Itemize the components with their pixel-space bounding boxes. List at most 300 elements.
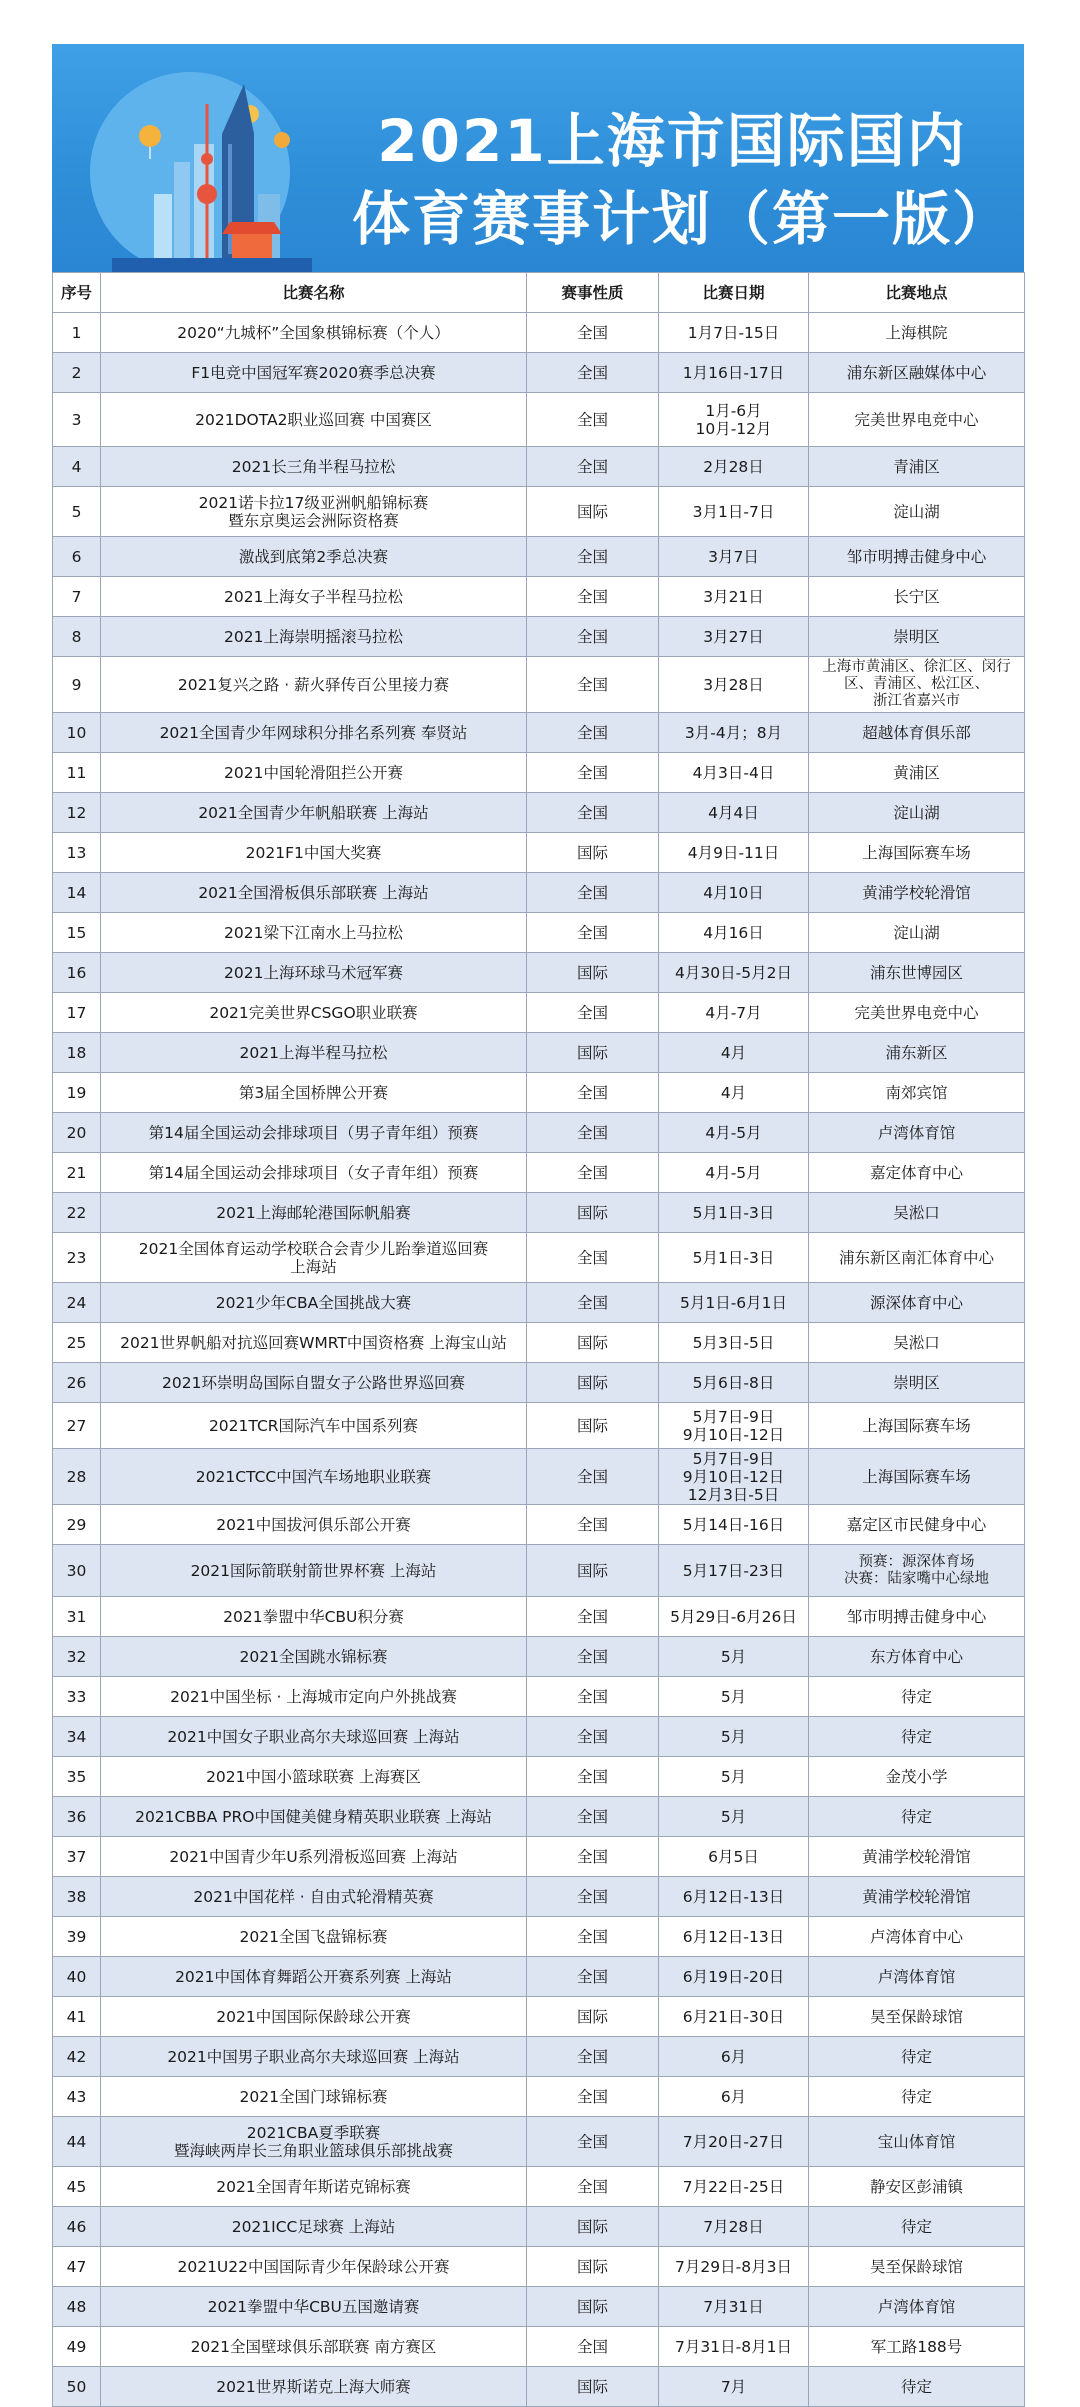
- cell-date-line: 6月21日-30日: [682, 2007, 785, 2026]
- cell-venue-line: 上海国际赛车场: [862, 1416, 971, 1435]
- cell-event-type: 全国: [527, 713, 659, 753]
- cell-date: [659, 1797, 809, 1837]
- cell-number: 16: [53, 953, 101, 993]
- title-line-1: 2021上海市国际国内: [377, 107, 967, 175]
- cell-date: [659, 913, 809, 953]
- cell-date: [659, 657, 809, 713]
- cell-event-name: [101, 2327, 527, 2367]
- table-row: [53, 1193, 1025, 1233]
- cell-event-name: [101, 1283, 527, 1323]
- cell-venue-line: 昊至保龄球馆: [869, 2257, 963, 2276]
- cell-date-line: 5月29日-6月26日: [670, 1607, 797, 1626]
- cell-date-line: 4月9日-11日: [687, 843, 780, 862]
- table-row: [53, 2207, 1025, 2247]
- cell-venue-line: 崇明区: [893, 627, 940, 646]
- cell-date-line: 4月30日-5月2日: [675, 963, 792, 982]
- cell-venue: [809, 793, 1025, 833]
- cell-venue-line: 决赛：陆家嘴中心绿地: [844, 1570, 989, 1587]
- cell-date-line: 4月16日: [703, 923, 764, 942]
- cell-date-line: 1月-6月: [705, 401, 762, 420]
- cell-date-line: 3月21日: [703, 587, 764, 606]
- table-row: [53, 2077, 1025, 2117]
- cell-event-name: [101, 1403, 527, 1449]
- cell-event-name-line: 2021中国坐标 · 上海城市定向户外挑战赛: [170, 1687, 457, 1706]
- cell-date-line: 6月12日-13日: [682, 1887, 785, 1906]
- cell-event-name: [101, 913, 527, 953]
- events-table-container: [52, 272, 1024, 2407]
- events-table: [52, 272, 1025, 2407]
- cell-number: 44: [53, 2117, 101, 2167]
- cell-date: [659, 1449, 809, 1505]
- cell-event-name-line: 2021上海环球马术冠军赛: [224, 963, 403, 982]
- cell-date-line: 6月12日-13日: [682, 1927, 785, 1946]
- cell-date: [659, 1193, 809, 1233]
- cell-date: [659, 1283, 809, 1323]
- city-skyline-illustration: [82, 44, 322, 272]
- cell-venue-line: 黄浦区: [893, 763, 940, 782]
- table-row: [53, 2037, 1025, 2077]
- table-row: [53, 393, 1025, 447]
- cell-event-name: [101, 1363, 527, 1403]
- cell-venue-line: 浦东世博园区: [869, 963, 963, 982]
- cell-number: 12: [53, 793, 101, 833]
- cell-number: 42: [53, 2037, 101, 2077]
- cell-number: 22: [53, 1193, 101, 1233]
- cell-venue-line: 东方体育中心: [869, 1647, 963, 1666]
- cell-date: [659, 2117, 809, 2167]
- cell-event-type: 国际: [527, 1997, 659, 2037]
- cell-date: [659, 2037, 809, 2077]
- cell-number: 35: [53, 1757, 101, 1797]
- cell-date: [659, 1917, 809, 1957]
- cell-event-name-line: 2021完美世界CSGO职业联赛: [209, 1003, 418, 1022]
- cell-number: 15: [53, 913, 101, 953]
- cell-event-name: [101, 2037, 527, 2077]
- cell-venue-line: 上海棋院: [885, 323, 948, 342]
- cell-event-name-line: 2021拳盟中华CBU五国邀请赛: [207, 2297, 420, 2316]
- cell-venue-line: 预赛：源深体育场: [858, 1553, 975, 1570]
- cell-date-line: 7月28日: [703, 2217, 764, 2236]
- cell-date-line: 7月29日-8月3日: [675, 2257, 792, 2276]
- cell-event-name: [101, 2117, 527, 2167]
- table-row: [53, 1797, 1025, 1837]
- cell-venue: [809, 2117, 1025, 2167]
- cell-event-name: [101, 753, 527, 793]
- cell-venue: [809, 2167, 1025, 2207]
- cell-venue: [809, 993, 1025, 1033]
- cell-date-line: 5月1日-6月1日: [679, 1293, 788, 1312]
- cell-date: [659, 2207, 809, 2247]
- cell-date: [659, 1363, 809, 1403]
- cell-venue-line: 长宁区: [893, 587, 940, 606]
- cell-event-type: 全国: [527, 1283, 659, 1323]
- cell-venue-line: 待定: [900, 1807, 932, 1826]
- cell-venue: [809, 1153, 1025, 1193]
- cell-event-type: 国际: [527, 2287, 659, 2327]
- cell-venue: [809, 1797, 1025, 1837]
- cell-event-type: 全国: [527, 537, 659, 577]
- cell-event-name-line: 2021中国小篮球联赛 上海赛区: [206, 1767, 421, 1786]
- cell-event-name-line: 2020“九城杯”全国象棋锦标赛（个人）: [177, 323, 450, 342]
- cell-number: 20: [53, 1113, 101, 1153]
- cell-date: [659, 1677, 809, 1717]
- cell-event-name-line: 2021中国轮滑阻拦公开赛: [224, 763, 403, 782]
- cell-date: [659, 1505, 809, 1545]
- cell-event-name: [101, 487, 527, 537]
- cell-venue: [809, 1283, 1025, 1323]
- cell-date: [659, 2077, 809, 2117]
- cell-venue-line: 卢湾体育中心: [869, 1927, 963, 1946]
- cell-event-type: 国际: [527, 2367, 659, 2407]
- cell-venue-line: 浦东新区融媒体中心: [846, 363, 987, 382]
- cell-event-name-line: 2021上海邮轮港国际帆船赛: [216, 1203, 411, 1222]
- cell-event-name-line: 2021世界斯诺克上海大师赛: [216, 2377, 411, 2396]
- cell-event-type: 全国: [527, 1637, 659, 1677]
- cell-date-line: 7月31日-8月1日: [675, 2337, 792, 2356]
- cell-venue-line: 淀山湖: [893, 923, 940, 942]
- cell-event-name: [101, 1545, 527, 1597]
- cell-event-name-line: F1电竞中国冠军赛2020赛季总决赛: [191, 363, 436, 382]
- cell-number: 29: [53, 1505, 101, 1545]
- cell-event-type: 全国: [527, 2167, 659, 2207]
- cell-date: [659, 1957, 809, 1997]
- cell-date: [659, 487, 809, 537]
- cell-number: 25: [53, 1323, 101, 1363]
- cell-event-name-line: 2021中国青少年U系列滑板巡回赛 上海站: [169, 1847, 458, 1866]
- cell-event-name: [101, 1597, 527, 1637]
- cell-date-line: 1月7日-15日: [687, 323, 780, 342]
- cell-number: 45: [53, 2167, 101, 2207]
- column-header-event-type: 赛事性质: [527, 273, 659, 313]
- cell-event-type: 全国: [527, 2077, 659, 2117]
- table-row: [53, 1637, 1025, 1677]
- cell-venue-line: 浦东新区: [885, 1043, 948, 1062]
- table-row: [53, 1717, 1025, 1757]
- cell-venue-line: 上海国际赛车场: [862, 843, 971, 862]
- cell-venue: [809, 577, 1025, 617]
- cell-event-name: [101, 1033, 527, 1073]
- table-row: [53, 793, 1025, 833]
- cell-event-type: 全国: [527, 1837, 659, 1877]
- cell-venue: [809, 617, 1025, 657]
- table-row: [53, 617, 1025, 657]
- cell-number: 7: [53, 577, 101, 617]
- cell-date-line: 5月3日-5日: [692, 1333, 775, 1352]
- cell-event-name-line: 2021梁下江南水上马拉松: [224, 923, 403, 942]
- cell-date: [659, 1323, 809, 1363]
- cell-venue-line: 邹市明搏击健身中心: [846, 1607, 987, 1626]
- cell-date: [659, 1233, 809, 1283]
- cell-venue: [809, 1677, 1025, 1717]
- cell-event-name-line: 激战到底第2季总决赛: [238, 547, 389, 566]
- cell-date: [659, 617, 809, 657]
- cell-venue-line: 邹市明搏击健身中心: [846, 547, 987, 566]
- cell-number: 18: [53, 1033, 101, 1073]
- cell-number: 3: [53, 393, 101, 447]
- cell-venue: [809, 2207, 1025, 2247]
- table-body: [53, 313, 1025, 2407]
- cell-number: 19: [53, 1073, 101, 1113]
- cell-event-name: [101, 1323, 527, 1363]
- table-row: [53, 1545, 1025, 1597]
- cell-venue-line: 超越体育俱乐部: [862, 723, 971, 742]
- cell-venue: [809, 1233, 1025, 1283]
- table-row: [53, 2117, 1025, 2167]
- cell-event-type: 全国: [527, 2327, 659, 2367]
- cell-venue: [809, 833, 1025, 873]
- cell-event-name: [101, 1505, 527, 1545]
- cell-event-name-line: 2021CBBA PRO中国健美健身精英职业联赛 上海站: [135, 1807, 492, 1826]
- cell-venue: [809, 1757, 1025, 1797]
- cell-event-name: [101, 447, 527, 487]
- cell-event-name: [101, 1757, 527, 1797]
- cell-venue-line: 浙江省嘉兴市: [873, 693, 960, 709]
- cell-venue-line: 待定: [900, 2087, 932, 2106]
- cell-event-type: 全国: [527, 793, 659, 833]
- cell-date: [659, 537, 809, 577]
- cell-date: [659, 1637, 809, 1677]
- cell-date-line: 9月10日-12日: [682, 1467, 785, 1486]
- cell-event-name: [101, 2287, 527, 2327]
- cell-date: [659, 313, 809, 353]
- cell-event-name-line: 2021世界帆船对抗巡回赛WMRT中国资格赛 上海宝山站: [120, 1333, 507, 1352]
- cell-date-line: 1月16日-17日: [682, 363, 785, 382]
- cell-number: 31: [53, 1597, 101, 1637]
- cell-event-name: [101, 1073, 527, 1113]
- cell-event-name-line: 2021全国滑板俱乐部联赛 上海站: [198, 883, 429, 902]
- cell-date-line: 5月1日-3日: [692, 1203, 775, 1222]
- cell-event-name-line: 2021全国跳水锦标赛: [239, 1647, 388, 1666]
- cell-number: 46: [53, 2207, 101, 2247]
- cell-event-type: 国际: [527, 1033, 659, 1073]
- cell-venue: [809, 1033, 1025, 1073]
- cell-date-line: 5月1日-3日: [692, 1248, 775, 1267]
- cell-event-name: [101, 993, 527, 1033]
- cell-date: [659, 1545, 809, 1597]
- cell-event-name-line: 第14届全国运动会排球项目（男子青年组）预赛: [148, 1123, 479, 1142]
- cell-venue: [809, 2247, 1025, 2287]
- table-row: [53, 313, 1025, 353]
- cell-venue-line: 待定: [900, 1727, 932, 1746]
- cell-event-type: 全国: [527, 353, 659, 393]
- cell-event-name-line: 2021少年CBA全国挑战大赛: [215, 1293, 412, 1312]
- cell-event-type: 全国: [527, 2117, 659, 2167]
- cell-venue: [809, 2287, 1025, 2327]
- column-header-date: 比赛日期: [659, 273, 809, 313]
- cell-venue-line: 黄浦学校轮滑馆: [862, 1887, 971, 1906]
- cell-venue: [809, 913, 1025, 953]
- cell-event-name: [101, 1917, 527, 1957]
- cell-venue: [809, 753, 1025, 793]
- cell-event-name-line: 暨东京奥运会洲际资格赛: [228, 511, 399, 530]
- cell-venue-line: 吴淞口: [893, 1333, 940, 1352]
- cell-number: 37: [53, 1837, 101, 1877]
- cell-event-name: [101, 1997, 527, 2037]
- cell-event-name-line: 2021CTCC中国汽车场地职业联赛: [195, 1467, 432, 1486]
- cell-venue: [809, 1997, 1025, 2037]
- cell-event-name-line: 第14届全国运动会排球项目（女子青年组）预赛: [148, 1163, 479, 1182]
- table-row: [53, 953, 1025, 993]
- table-row: [53, 1233, 1025, 1283]
- cell-date-line: 5月: [720, 1687, 747, 1706]
- cell-date: [659, 2287, 809, 2327]
- cell-event-name-line: 2021全国青少年帆船联赛 上海站: [198, 803, 429, 822]
- cell-event-type: 全国: [527, 1233, 659, 1283]
- table-row: [53, 1917, 1025, 1957]
- cell-venue: [809, 953, 1025, 993]
- cell-venue-line: 青浦区: [893, 457, 940, 476]
- cell-venue-line: 卢湾体育馆: [877, 2297, 956, 2316]
- cell-date-line: 5月: [720, 1807, 747, 1826]
- cell-date: [659, 353, 809, 393]
- table-row: [53, 1837, 1025, 1877]
- cell-venue-line: 军工路188号: [870, 2337, 963, 2356]
- cell-venue: [809, 1877, 1025, 1917]
- cell-date: [659, 753, 809, 793]
- page-title: [352, 102, 1013, 258]
- cell-event-type: 全国: [527, 753, 659, 793]
- cell-event-name: [101, 1449, 527, 1505]
- table-row: [53, 1073, 1025, 1113]
- cell-date-line: 3月27日: [703, 627, 764, 646]
- cell-number: 48: [53, 2287, 101, 2327]
- cell-venue-line: 浦东新区南汇体育中心: [838, 1248, 994, 1267]
- cell-event-name: [101, 1877, 527, 1917]
- table-row: [53, 713, 1025, 753]
- cell-event-name: [101, 2167, 527, 2207]
- cell-date-line: 4月-5月: [705, 1163, 762, 1182]
- cell-event-type: 全国: [527, 657, 659, 713]
- cell-event-name-line: 2021中国女子职业高尔夫球巡回赛 上海站: [167, 1727, 460, 1746]
- cell-event-type: 国际: [527, 1363, 659, 1403]
- cell-date-line: 6月5日: [708, 1847, 759, 1866]
- cell-number: 28: [53, 1449, 101, 1505]
- cell-date: [659, 953, 809, 993]
- cell-venue: [809, 1837, 1025, 1877]
- table-row: [53, 487, 1025, 537]
- cell-venue: [809, 1113, 1025, 1153]
- cell-venue: [809, 1363, 1025, 1403]
- cell-venue-line: 卢湾体育馆: [877, 1123, 956, 1142]
- cell-number: 17: [53, 993, 101, 1033]
- cell-venue-line: 待定: [900, 2217, 932, 2236]
- cell-date: [659, 2167, 809, 2207]
- table-row: [53, 1877, 1025, 1917]
- cell-venue: [809, 2367, 1025, 2407]
- cell-date-line: 10月-12月: [695, 419, 772, 438]
- table-row: [53, 537, 1025, 577]
- cell-number: 11: [53, 753, 101, 793]
- cell-date-line: 5月7日-9日: [692, 1407, 775, 1426]
- cell-date: [659, 447, 809, 487]
- cell-date-line: 4月3日-4日: [692, 763, 775, 782]
- cell-date: [659, 873, 809, 913]
- cell-event-type: 全国: [527, 1113, 659, 1153]
- cell-number: 24: [53, 1283, 101, 1323]
- cell-venue: [809, 2327, 1025, 2367]
- cell-event-name-line: 2021全国门球锦标赛: [239, 2087, 388, 2106]
- cell-venue-line: 淀山湖: [893, 803, 940, 822]
- cell-event-name: [101, 1957, 527, 1997]
- cell-event-name-line: 2021F1中国大奖赛: [245, 843, 382, 862]
- cell-venue-line: 金茂小学: [885, 1767, 948, 1786]
- cell-event-name-line: 上海站: [290, 1257, 337, 1276]
- cell-number: 23: [53, 1233, 101, 1283]
- cell-number: 8: [53, 617, 101, 657]
- cell-number: 4: [53, 447, 101, 487]
- cell-number: 10: [53, 713, 101, 753]
- cell-venue-line: 完美世界电竞中心: [854, 1003, 979, 1022]
- cell-date: [659, 1153, 809, 1193]
- cell-date-line: 5月14日-16日: [682, 1515, 785, 1534]
- cell-event-name: [101, 657, 527, 713]
- cell-number: 47: [53, 2247, 101, 2287]
- cell-venue: [809, 1637, 1025, 1677]
- column-header-number: 序号: [53, 273, 101, 313]
- cell-number: 6: [53, 537, 101, 577]
- cell-event-type: 全国: [527, 313, 659, 353]
- cell-event-type: 全国: [527, 1957, 659, 1997]
- table-row: [53, 1153, 1025, 1193]
- cell-venue-line: 卢湾体育馆: [877, 1967, 956, 1986]
- table-row: [53, 2367, 1025, 2407]
- table-row: [53, 993, 1025, 1033]
- cell-date: [659, 1837, 809, 1877]
- column-header-venue: 比赛地点: [809, 273, 1025, 313]
- cell-date-line: 3月28日: [703, 675, 764, 694]
- cell-venue-line: 黄浦学校轮滑馆: [862, 883, 971, 902]
- cell-event-name-line: 2021中国体育舞蹈公开赛系列赛 上海站: [175, 1967, 452, 1986]
- cell-event-name-line: 2021全国飞盘锦标赛: [239, 1927, 388, 1946]
- column-header-event-name: 比赛名称: [101, 273, 527, 313]
- table-row: [53, 1033, 1025, 1073]
- cell-number: 26: [53, 1363, 101, 1403]
- cell-date: [659, 1997, 809, 2037]
- table-row: [53, 833, 1025, 873]
- cell-venue: [809, 657, 1025, 713]
- cell-date: [659, 1113, 809, 1153]
- cell-event-type: 全国: [527, 993, 659, 1033]
- cell-venue: [809, 447, 1025, 487]
- cell-date: [659, 1073, 809, 1113]
- cell-event-type: 国际: [527, 833, 659, 873]
- cell-number: 13: [53, 833, 101, 873]
- cell-venue-line: 待定: [900, 2047, 932, 2066]
- cell-venue-line: 静安区彭浦镇: [869, 2177, 963, 2196]
- table-row: [53, 1505, 1025, 1545]
- cell-event-name: [101, 577, 527, 617]
- cell-date: [659, 1597, 809, 1637]
- cell-number: 9: [53, 657, 101, 713]
- cell-number: 5: [53, 487, 101, 537]
- cell-number: 1: [53, 313, 101, 353]
- cell-number: 33: [53, 1677, 101, 1717]
- cell-event-name: [101, 1637, 527, 1677]
- cell-event-type: 全国: [527, 873, 659, 913]
- cell-date-line: 4月4日: [708, 803, 759, 822]
- cell-event-name-line: 2021复兴之路 · 薪火驿传百公里接力赛: [177, 675, 450, 694]
- cell-event-name-line: 2021中国拔河俱乐部公开赛: [216, 1515, 411, 1534]
- cell-number: 14: [53, 873, 101, 913]
- cell-number: 30: [53, 1545, 101, 1597]
- cell-venue: [809, 1917, 1025, 1957]
- cell-venue: [809, 1545, 1025, 1597]
- cell-event-type: 国际: [527, 953, 659, 993]
- cell-event-name-line: 2021中国花样 · 自由式轮滑精英赛: [193, 1887, 434, 1906]
- cell-date-line: 4月: [720, 1043, 747, 1062]
- cell-event-type: 全国: [527, 2037, 659, 2077]
- table-row: [53, 353, 1025, 393]
